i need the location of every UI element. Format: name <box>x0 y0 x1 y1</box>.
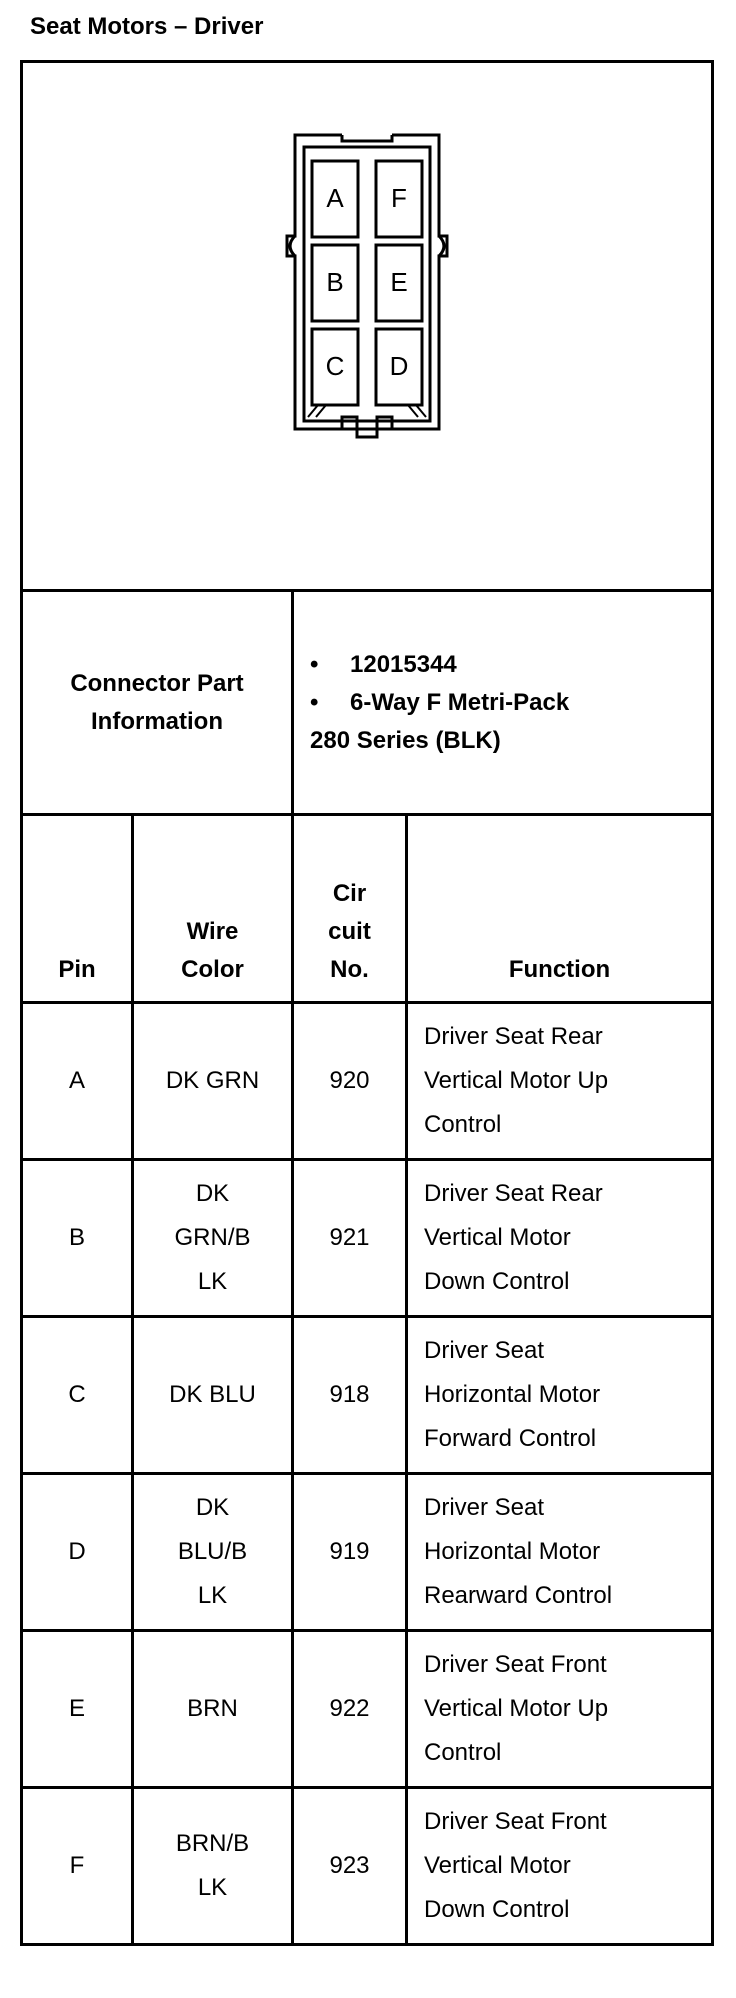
function-line: Down Control <box>424 1268 570 1295</box>
wire-color-cell <box>133 1474 293 1631</box>
function-line: Driver Seat Front <box>424 1808 607 1835</box>
function-line: Driver Seat Front <box>424 1651 607 1678</box>
wire-color-cell <box>133 1788 293 1945</box>
part-number-line <box>310 646 711 684</box>
pin-label-a: A <box>326 183 344 213</box>
function-line: Control <box>424 1739 502 1766</box>
function-line: Control <box>424 1111 502 1138</box>
connector-top-notch <box>342 135 392 141</box>
circuit-cell: 918 <box>293 1317 407 1474</box>
table-row <box>22 1317 713 1474</box>
pin-label-d: D <box>389 351 409 381</box>
pin-cell: A <box>22 1003 133 1160</box>
part-info-label-line1: Connector Part <box>70 669 244 697</box>
table-row <box>22 1474 713 1631</box>
pin-label-f: F <box>391 183 407 213</box>
function-line: Vertical Motor <box>424 1852 571 1879</box>
connector-diagram-cell <box>22 62 713 591</box>
header-circuit-line2: cuit <box>328 918 371 945</box>
function-cell <box>407 1160 713 1317</box>
table-rows <box>22 1003 713 1945</box>
wire-color-line: DK BLU <box>169 1381 256 1408</box>
header-wire-color <box>133 815 293 1003</box>
circuit-cell: 921 <box>293 1160 407 1317</box>
wire-color-line: LK <box>197 1582 228 1609</box>
circuit-cell: 922 <box>293 1631 407 1788</box>
wire-color-line: GRN/B <box>174 1224 251 1251</box>
header-wire-color-line1: Wire <box>186 918 239 945</box>
wire-color-line: BRN/B <box>175 1830 250 1857</box>
part-info-value <box>293 591 713 815</box>
connector-right-latch <box>439 236 444 256</box>
header-pin: Pin <box>22 815 133 1003</box>
function-line: Vertical Motor Up <box>424 1695 609 1722</box>
function-cell <box>407 1631 713 1788</box>
bullet-icon: • <box>310 688 319 716</box>
part-description-1: 6-Way F Metri-Pack <box>350 688 570 716</box>
pin-cell: E <box>22 1631 133 1788</box>
part-info-label <box>22 591 293 815</box>
wire-color-line: BLU/B <box>177 1538 248 1565</box>
table-row <box>22 1160 713 1317</box>
header-circuit-line1: Cir <box>332 880 367 907</box>
function-line: Driver Seat <box>424 1494 545 1521</box>
connector-table <box>20 60 714 1946</box>
wire-color-cell <box>133 1317 293 1474</box>
function-line: Driver Seat Rear <box>424 1023 603 1050</box>
header-circuit-line3: No. <box>330 956 369 983</box>
wire-color-line: DK GRN <box>165 1067 260 1094</box>
circuit-cell: 919 <box>293 1474 407 1631</box>
function-cell <box>407 1474 713 1631</box>
pin-label-c: C <box>325 351 345 381</box>
circuit-cell: 920 <box>293 1003 407 1160</box>
part-description-line <box>310 684 711 722</box>
function-cell <box>407 1788 713 1945</box>
circuit-cell: 923 <box>293 1788 407 1945</box>
table-row <box>22 1631 713 1788</box>
header-function: Function <box>407 815 713 1003</box>
function-line: Down Control <box>424 1896 570 1923</box>
pin-label-b: B <box>326 267 344 297</box>
part-number: 12015344 <box>350 650 457 678</box>
function-cell <box>407 1317 713 1474</box>
pin-cell: F <box>22 1788 133 1945</box>
wire-color-line: BRN <box>187 1695 238 1722</box>
pin-cell: D <box>22 1474 133 1631</box>
wire-color-cell <box>133 1003 293 1160</box>
wire-color-line: LK <box>197 1268 228 1295</box>
wire-color-line: DK <box>195 1494 230 1521</box>
wire-color-cell <box>133 1160 293 1317</box>
function-line: Horizontal Motor <box>424 1538 601 1565</box>
table-row <box>22 1788 713 1945</box>
function-cell <box>407 1003 713 1160</box>
function-line: Driver Seat Rear <box>424 1180 603 1207</box>
header-wire-color-line2: Color <box>181 956 244 983</box>
pin-label-e: E <box>390 267 408 297</box>
wire-color-line: DK <box>195 1180 230 1207</box>
function-line: Vertical Motor <box>424 1224 571 1251</box>
function-line: Vertical Motor Up <box>424 1067 609 1094</box>
wire-color-cell <box>133 1631 293 1788</box>
connector-diagram <box>282 133 452 443</box>
function-line: Rearward Control <box>424 1582 613 1609</box>
part-description-2: 280 Series (BLK) <box>310 726 501 754</box>
function-line: Driver Seat <box>424 1337 545 1364</box>
pin-cell: C <box>22 1317 133 1474</box>
wire-color-line: LK <box>197 1874 228 1901</box>
connector-inner-wall <box>304 147 430 421</box>
table-row <box>22 1003 713 1160</box>
part-info-label-line2: Information <box>91 707 223 735</box>
pin-cell: B <box>22 1160 133 1317</box>
page-title: Seat Motors – Driver <box>30 13 264 40</box>
header-circuit <box>293 815 407 1003</box>
function-line: Horizontal Motor <box>424 1381 601 1408</box>
connector-left-latch <box>290 236 295 256</box>
bullet-icon: • <box>310 650 319 678</box>
function-line: Forward Control <box>424 1425 597 1452</box>
